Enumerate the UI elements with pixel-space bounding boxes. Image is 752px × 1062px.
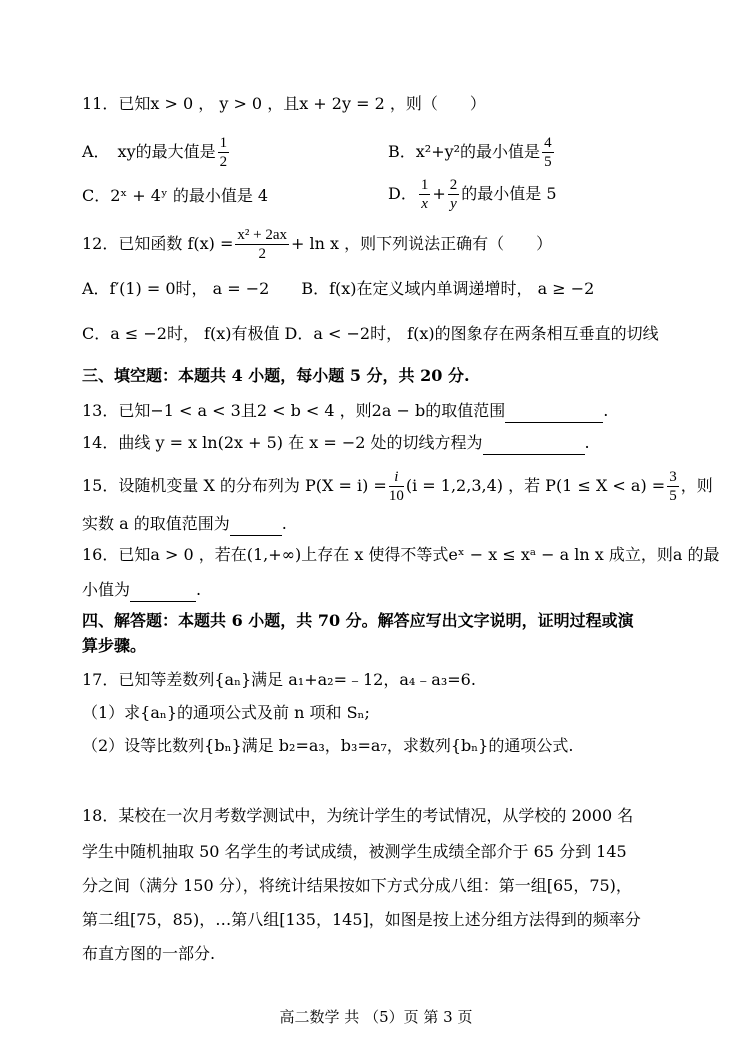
q18-line1: 18．某校在一次月考数学测试中，为统计学生的考试情况，从学校的 2000 名 [82, 806, 634, 825]
q12-fraction [235, 226, 289, 263]
q11-d-f1d: x [421, 196, 428, 212]
q15-end: . [281, 514, 287, 533]
q15-prefix: 15．设随机变量 X 的分布列为 P(X = i) = [82, 476, 387, 495]
q11-a-den: 2 [219, 154, 228, 170]
q16-answer-blank[interactable] [130, 583, 196, 602]
q11-a-num: 1 [219, 135, 228, 151]
q18-line2: 学生中随机抽取 50 名学生的考试成绩，被测学生成绩全部介于 65 分到 145 [82, 842, 627, 861]
q11-d-frac1 [419, 176, 431, 213]
q16-end: . [196, 580, 202, 599]
q11-stem: 11．已知x > 0 ， y > 0 ，且x + 2y = 2 ，则（ ） [82, 94, 486, 113]
q12-options-cd: C．a ≤ −2时， f(x)有极值 D．a < −2时， f(x)的图象存在两条相互垂直的切线 [82, 324, 659, 343]
q17-stem: 17．已知等差数列{aₙ}满足 a₁+a₂=﹣12，a₄﹣a₃=6. [82, 670, 476, 689]
q13-answer-blank[interactable] [505, 404, 603, 423]
page-footer: 高二数学 共 （5）页 第 3 页 [279, 1008, 473, 1026]
section-3-heading: 三、填空题：本题共 4 小题，每小题 5 分，共 20 分. [82, 366, 470, 385]
q11-b-fraction [542, 134, 554, 171]
q11-a-fraction [218, 134, 230, 171]
q13 [82, 399, 608, 423]
q18-line4: 第二组[75，85)，…第八组[135，145]，如图是按上述分组方法得到的频率分 [82, 910, 641, 929]
q14 [82, 431, 590, 455]
q11-d-f1n: 1 [420, 177, 429, 193]
q15-f2n: 3 [669, 469, 677, 485]
q12-stem [82, 226, 552, 263]
q15-f1n: i [389, 468, 404, 487]
q11-d-f2d: y [450, 196, 457, 212]
q15-f1d: 10 [388, 488, 404, 504]
q11-d-frac2 [448, 176, 460, 213]
q12-frac-den: 2 [258, 246, 266, 262]
q11-b-den: 5 [544, 154, 552, 170]
q15-line1 [82, 468, 713, 505]
q15-frac1 [389, 468, 404, 505]
q13-text: 13．已知−1 < a < 3且2 < b < 4 ，则2a − b的取值范围 [82, 401, 506, 420]
q11-option-b [388, 134, 556, 171]
q11-d-f2n: 2 [449, 177, 458, 193]
q12-stem-suffix: + ln x ，则下列说法正确有（ ） [291, 234, 553, 253]
q11-d-label: D． [388, 184, 417, 203]
q11-b-num: 4 [544, 135, 552, 151]
q12-stem-prefix: 12．已知函数 f(x) = [82, 234, 234, 253]
q17-part2: （2）设等比数列{bₙ}满足 b₂=a₃，b₃=a₇，求数列{bₙ}的通项公式. [82, 736, 574, 755]
q12-options-ab: A．f′(1) = 0时， a = −2 B．f(x)在定义域内单调递增时， a ≥ −2 [82, 279, 595, 298]
q14-end: . [584, 433, 590, 452]
q14-text: 14．曲线 y = x ln(2x + 5) 在 x = −2 处的切线方程为 [82, 433, 483, 452]
q15-line2-text: 实数 a 的取值范围为 [82, 514, 230, 533]
q16-line2 [82, 578, 201, 602]
q16-line2-text: 小值为 [82, 580, 131, 599]
q18-line5: 布直方图的一部分. [82, 944, 216, 963]
q18-line3: 分之间（满分 150 分），将统计结果按如下方式分成八组：第一组[65，75)， [82, 876, 632, 895]
q15-answer-blank[interactable] [230, 517, 282, 536]
q15-frac2 [667, 468, 679, 505]
q15-mid: (i = 1,2,3,4) ，若 P(1 ≤ X < a) = [405, 476, 666, 495]
q11-option-c: C．2ˣ + 4ʸ 的最小值是 4 [82, 186, 269, 205]
q15-suffix: ，则 [680, 476, 713, 495]
q11-a-text: A． xy的最大值是 [82, 142, 216, 161]
q11-option-a [82, 134, 231, 171]
q11-b-text: B．x²+y²的最小值是 [388, 142, 541, 161]
q11-d-suffix: 的最小值是 5 [461, 184, 557, 203]
section-4-heading-line2: 算步骤。 [82, 636, 147, 655]
section-4-heading-line1: 四、解答题：本题共 6 小题，共 70 分。解答应写出文字说明，证明过程或演 [82, 611, 634, 630]
q11-option-d [388, 176, 557, 213]
q13-end: . [603, 401, 609, 420]
q12-frac-num: x² + 2ax [237, 227, 287, 243]
q15-line2 [82, 512, 287, 536]
q16-line1: 16．已知a > 0 ，若在(1,+∞)上存在 x 使得不等式eˣ − x ≤ xᵃ − a ln x 成立，则a 的最 [82, 545, 720, 564]
q15-f2d: 5 [669, 488, 677, 504]
q17-part1: （1）求{aₙ}的通项公式及前 n 项和 Sₙ; [82, 703, 370, 722]
q14-answer-blank[interactable] [483, 436, 585, 455]
q11-d-plus: + [432, 184, 446, 203]
